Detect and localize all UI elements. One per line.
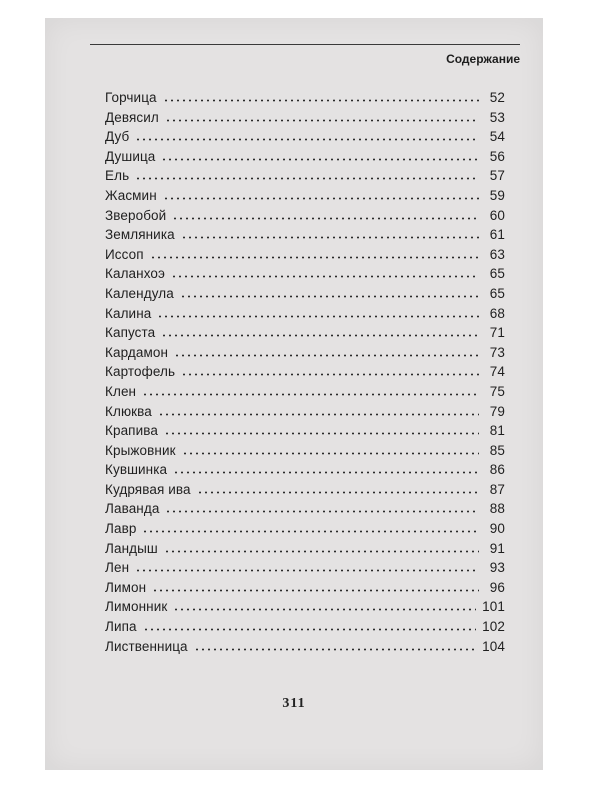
toc-entry	[105, 110, 505, 130]
toc-entry	[105, 462, 505, 482]
toc-entry-title: Лимон	[105, 579, 147, 595]
dot-leader	[161, 149, 479, 161]
dot-leader	[182, 443, 479, 455]
toc-entry-title: Капуста	[105, 325, 156, 341]
toc-entry	[105, 423, 505, 443]
toc-entry	[105, 168, 505, 188]
toc-entry-page: 90	[489, 521, 505, 537]
dot-leader	[174, 345, 479, 357]
dot-leader	[165, 501, 479, 513]
dot-leader	[164, 541, 479, 553]
toc-entry-page: 86	[489, 462, 505, 478]
dot-leader	[163, 90, 479, 102]
toc-entry	[105, 384, 505, 404]
toc-entry	[105, 599, 505, 619]
toc-entry-title: Девясил	[105, 109, 159, 125]
toc-entry-page: 63	[489, 246, 505, 262]
toc-entry-page: 85	[489, 442, 505, 458]
dot-leader	[142, 384, 479, 396]
toc-entry-page: 59	[489, 187, 505, 203]
toc-entry-title: Дуб	[105, 129, 130, 145]
dot-leader	[142, 521, 479, 533]
dot-leader	[173, 462, 479, 474]
toc-entry	[105, 325, 505, 345]
toc-entry	[105, 129, 505, 149]
toc-entry	[105, 639, 505, 659]
toc-entry	[105, 364, 505, 384]
toc-entry-title: Клюква	[105, 403, 152, 419]
toc-entry-page: 93	[489, 560, 505, 576]
running-head: Содержание	[446, 52, 520, 66]
dot-leader	[181, 364, 479, 376]
toc-entry-title: Ель	[105, 168, 130, 184]
toc-entry-title: Жасмин	[105, 187, 157, 203]
dot-leader	[152, 580, 479, 592]
toc-entry	[105, 404, 505, 424]
toc-entry-title: Земляника	[105, 227, 175, 243]
toc-entry-page: 54	[489, 129, 505, 145]
toc-entry-page: 101	[482, 599, 505, 615]
toc-entry-page: 68	[489, 305, 505, 321]
toc-entry-title: Лавр	[105, 521, 137, 537]
toc-entry-page: 53	[489, 109, 505, 125]
toc-entry-page: 81	[489, 423, 505, 439]
toc-entry-title: Календула	[105, 285, 174, 301]
dot-leader	[172, 208, 479, 220]
toc-entry-page: 57	[489, 168, 505, 184]
toc-entry-page: 91	[489, 540, 505, 556]
toc-entry-title: Картофель	[105, 364, 176, 380]
dot-leader	[143, 619, 477, 631]
toc-entry-page: 79	[489, 403, 505, 419]
dot-leader	[181, 227, 479, 239]
toc-entry-title: Кувшинка	[105, 462, 168, 478]
dot-leader	[135, 168, 479, 180]
toc-entry-page: 96	[489, 579, 505, 595]
toc-entry	[105, 149, 505, 169]
toc-entry-page: 56	[489, 148, 505, 164]
toc-entry	[105, 266, 505, 286]
toc-entry-title: Лаванда	[105, 501, 160, 517]
toc-entry-title: Клен	[105, 383, 137, 399]
toc-entry	[105, 247, 505, 267]
dot-leader	[194, 639, 477, 651]
toc-entry-title: Каланхоэ	[105, 266, 166, 282]
toc-entry-page: 73	[489, 344, 505, 360]
toc-entry-page: 74	[489, 364, 505, 380]
dot-leader	[163, 188, 479, 200]
toc-entry	[105, 227, 505, 247]
dot-leader	[165, 110, 479, 122]
table-of-contents	[105, 90, 505, 658]
toc-entry-page: 104	[482, 638, 505, 654]
dot-leader	[150, 247, 479, 259]
toc-entry-page: 52	[489, 90, 505, 105]
toc-entry-title: Горчица	[105, 90, 157, 105]
toc-entry-title: Липа	[105, 619, 137, 635]
dot-leader	[180, 286, 479, 298]
toc-entry-title: Лиственница	[105, 638, 188, 654]
toc-entry	[105, 619, 505, 639]
toc-entry	[105, 501, 505, 521]
toc-entry	[105, 188, 505, 208]
toc-entry-page: 87	[489, 481, 505, 497]
header-rule	[90, 44, 520, 45]
toc-entry	[105, 286, 505, 306]
dot-leader	[161, 325, 479, 337]
toc-entry	[105, 541, 505, 561]
toc-entry-title: Лен	[105, 560, 130, 576]
dot-leader	[135, 560, 479, 572]
dot-leader	[164, 423, 479, 435]
toc-entry-title: Зверобой	[105, 207, 167, 223]
toc-entry-title: Душица	[105, 148, 156, 164]
toc-entry	[105, 306, 505, 326]
toc-entry-title: Ландыш	[105, 540, 158, 556]
toc-entry-page: 75	[489, 383, 505, 399]
toc-entry-page: 102	[482, 619, 505, 635]
dot-leader	[171, 266, 479, 278]
toc-entry-title: Иссоп	[105, 246, 144, 262]
dot-leader	[158, 404, 479, 416]
toc-entry-page: 65	[489, 266, 505, 282]
toc-entry	[105, 482, 505, 502]
page-number: 311	[282, 696, 306, 711]
toc-entry	[105, 90, 505, 110]
toc-entry	[105, 580, 505, 600]
toc-entry-title: Калина	[105, 305, 152, 321]
dot-leader	[173, 599, 476, 611]
toc-entry	[105, 208, 505, 228]
toc-entry-title: Кардамон	[105, 344, 169, 360]
toc-entry-page: 71	[489, 325, 505, 341]
dot-leader	[157, 306, 479, 318]
toc-entry-page: 65	[489, 285, 505, 301]
toc-entry-title: Лимонник	[105, 599, 168, 615]
toc-entry-title: Крыжовник	[105, 442, 176, 458]
toc-entry	[105, 443, 505, 463]
dot-leader	[197, 482, 479, 494]
toc-entry	[105, 560, 505, 580]
toc-entry-page: 88	[489, 501, 505, 517]
toc-entry	[105, 345, 505, 365]
book-page	[45, 18, 543, 770]
toc-entry-title: Кудрявая ива	[105, 481, 191, 497]
toc-entry-page: 60	[489, 207, 505, 223]
toc-entry	[105, 521, 505, 541]
toc-entry-title: Крапива	[105, 423, 158, 439]
dot-leader	[135, 129, 479, 141]
toc-entry-page: 61	[489, 227, 505, 243]
